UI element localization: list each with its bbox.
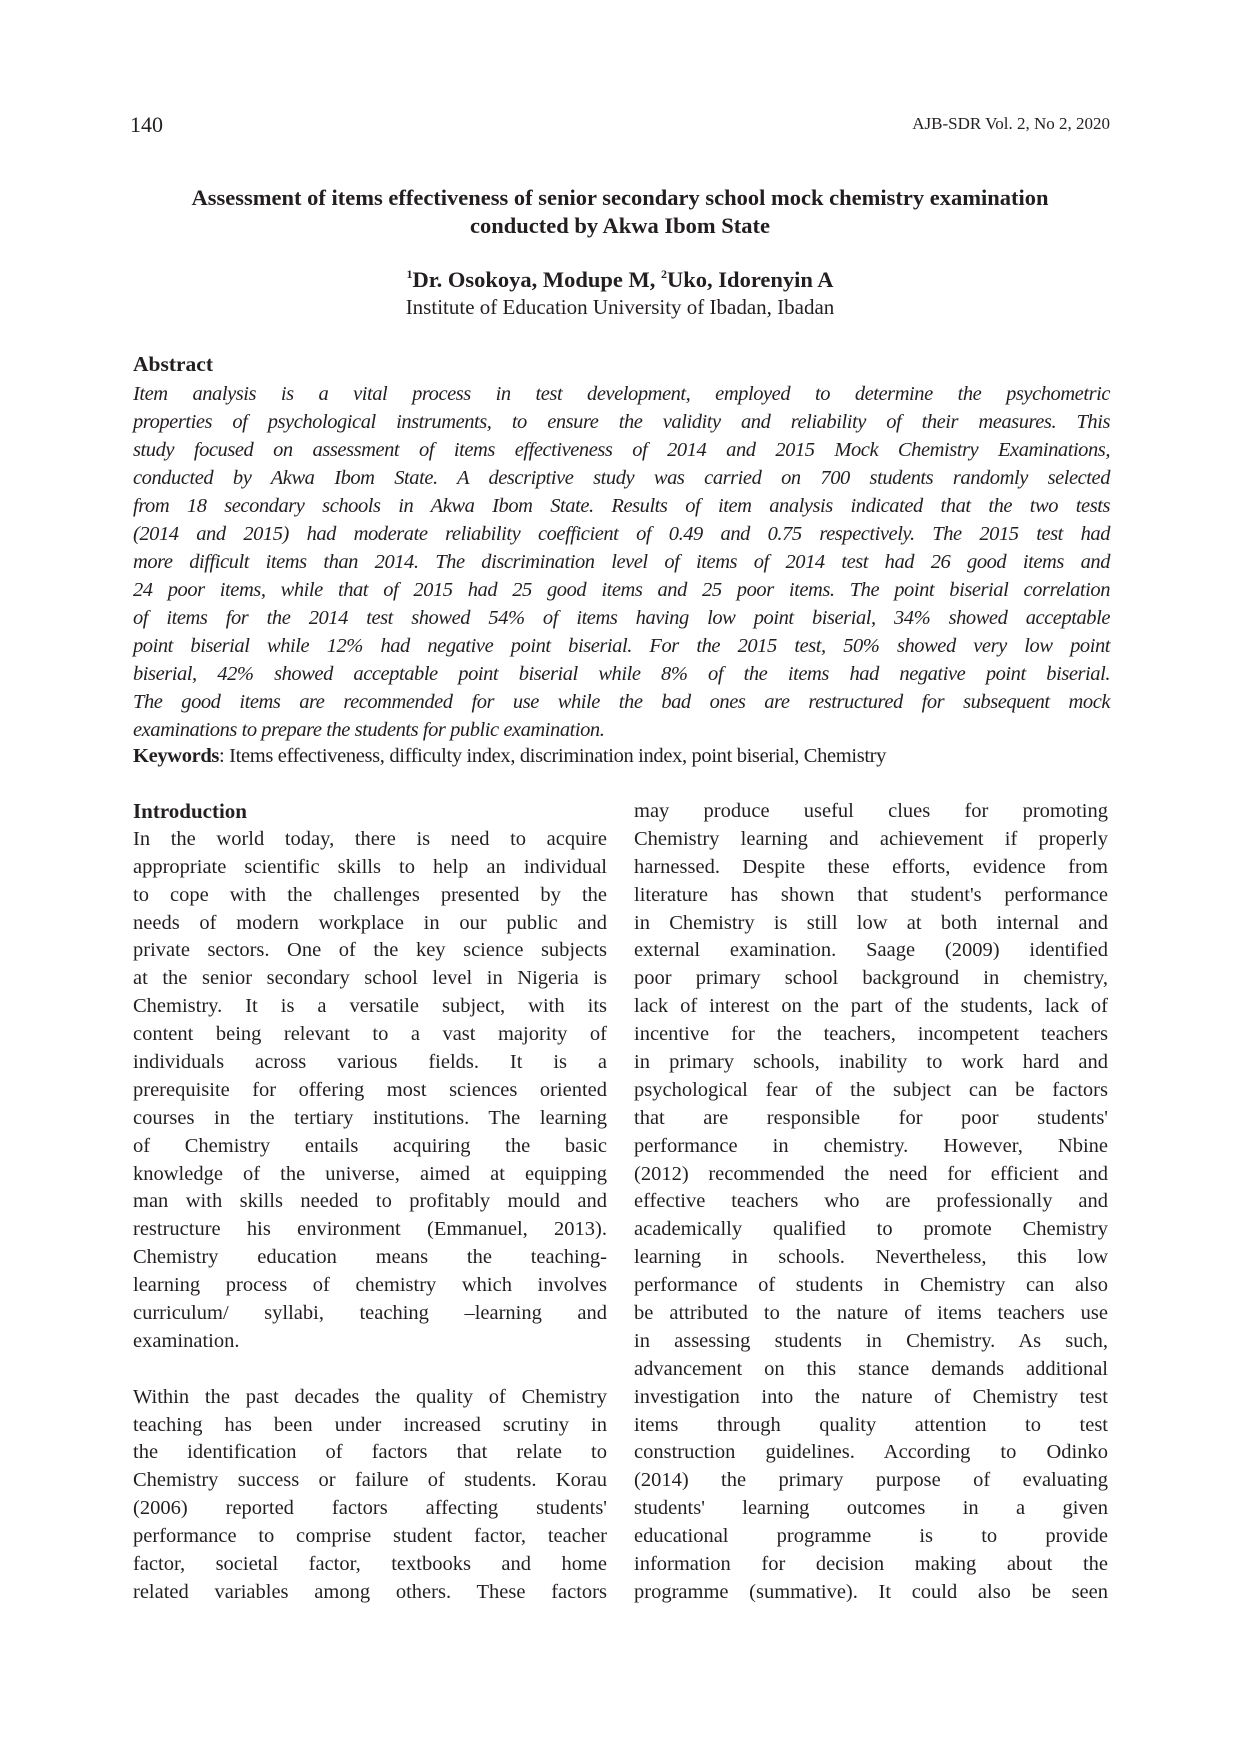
text-line: effective teachers who are professionally and (634, 1190, 1108, 1213)
text-line: man with skills needed to profitably mould and (133, 1190, 607, 1213)
intro-paragraph-1 (133, 826, 607, 1356)
text-line: literature has shown that student's performance (634, 883, 1108, 906)
text-line: courses in the tertiary institutions. The learning (133, 1106, 607, 1129)
text-line: In the world today, there is need to acquire (133, 827, 607, 850)
text-line: related variables among others. These factors (133, 1580, 607, 1603)
abstract-heading: Abstract (133, 352, 214, 376)
author-affiliation-marker: 2 (661, 267, 668, 281)
text-line: curriculum/ syllabi, teaching –learning and (133, 1302, 607, 1325)
text-line: individuals across various fields. It is a (133, 1051, 607, 1074)
page-number: 140 (130, 112, 163, 137)
text-line: construction guidelines. According to Odinko (634, 1441, 1108, 1464)
text-line: more difficult items than 2014. The discrimination level of items of 2014 test had 26 good items and (133, 551, 1110, 573)
text-line: 24 poor items, while that of 2015 had 25 good items and 25 poor items. The point biserial correlation (133, 579, 1110, 601)
author-affiliation-marker: 1 (406, 267, 413, 281)
text-line: point biserial while 12% had negative point biserial. For the 2015 test, 50% showed very low point (133, 635, 1110, 657)
text-line: performance in chemistry. However, Nbine (634, 1134, 1108, 1157)
text-line: educational programme is to provide (634, 1525, 1108, 1548)
text-line: at the senior secondary school level in Nigeria is (133, 967, 607, 990)
text-line: The good items are recommended for use while the bad ones are restructured for subsequent mock (133, 691, 1110, 713)
text-line: Item analysis is a vital process in test development, employed to determine the psychometric (133, 383, 1110, 405)
text-line: programme (summative). It could also be seen (634, 1580, 1108, 1603)
author-affiliation: Institute of Education University of Ibadan, Ibadan (405, 295, 835, 319)
intro-paragraph-continued (634, 798, 1108, 1607)
text-line: that are responsible for poor students' (634, 1106, 1108, 1129)
text-line: of Chemistry entails acquiring the basic (133, 1134, 607, 1157)
keywords-label: Keywords (133, 745, 220, 767)
text-line: harnessed. Despite these efforts, evidence from (634, 855, 1108, 878)
text-line: Within the past decades the quality of Chemistry (133, 1385, 607, 1408)
text-line: private sectors. One of the key science subjects (133, 939, 607, 962)
text-line: in Chemistry is still low at both internal and (634, 911, 1108, 934)
text-line: learning process of chemistry which involves (133, 1274, 607, 1297)
journal-running-head: AJB-SDR Vol. 2, No 2, 2020 (912, 114, 1110, 133)
text-line: restructure his environment (Emmanuel, 2013). (133, 1218, 607, 1241)
author-name: Dr. Osokoya, Modupe M, (412, 267, 662, 292)
text-line: lack of interest on the part of the students, lack of (634, 995, 1108, 1018)
introduction-heading: Introduction (133, 799, 247, 823)
text-line: (2006) reported factors affecting students' (133, 1497, 607, 1520)
text-line: performance to comprise student factor, teacher (133, 1525, 607, 1548)
text-line: properties of psychological instruments, to ensure the validity and reliability of their measures. This (133, 411, 1110, 433)
text-line: performance of students in Chemistry can also (634, 1274, 1108, 1297)
author-list (120, 267, 1120, 293)
text-line: of items for the 2014 test showed 54% of items having low point biserial, 34% showed acceptable (133, 607, 1110, 629)
text-line: appropriate scientific skills to help an individual (133, 855, 607, 878)
text-line: conducted by Akwa Ibom State. A descriptive study was carried on 700 students randomly selected (133, 467, 1110, 489)
abstract-body (133, 380, 1110, 744)
text-line: Chemistry success or failure of students. Korau (133, 1469, 607, 1492)
text-line: in assessing students in Chemistry. As such, (634, 1329, 1108, 1352)
text-line: external examination. Saage (2009) identified (634, 939, 1108, 962)
text-line: content being relevant to a vast majority of (133, 1023, 607, 1046)
text-line: the identification of factors that relate to (133, 1441, 607, 1464)
text-line: (2014) the primary purpose of evaluating (634, 1469, 1108, 1492)
text-line: Chemistry education means the teaching- (133, 1246, 607, 1269)
text-line: investigation into the nature of Chemistry test (634, 1385, 1108, 1408)
text-line: factor, societal factor, textbooks and home (133, 1553, 607, 1576)
text-line: be attributed to the nature of items teachers use (634, 1302, 1108, 1325)
text-line: biserial, 42% showed acceptable point biserial while 8% of the items had negative point biserial. (133, 663, 1110, 685)
intro-paragraph-2 (133, 1384, 607, 1607)
article-title-line: Assessment of items effectiveness of senior secondary school mock chemistry examination (191, 185, 1049, 210)
paragraph-gap (133, 1356, 607, 1384)
text-line: examinations to prepare the students for public examination. (133, 719, 605, 741)
article-title (120, 184, 1120, 240)
text-line: information for decision making about the (634, 1553, 1108, 1576)
text-line: in primary schools, inability to work hard and (634, 1051, 1108, 1074)
text-line: prerequisite for offering most sciences oriented (133, 1078, 607, 1101)
left-column (133, 798, 607, 1607)
text-line: (2014 and 2015) had moderate reliability coefficient of 0.49 and 0.75 respectively. The 2015 test had (133, 523, 1110, 545)
text-line: poor primary school background in chemistry, (634, 967, 1108, 990)
text-line: items through quality attention to test (634, 1413, 1108, 1436)
text-line: incentive for the teachers, incompetent teachers (634, 1023, 1108, 1046)
text-line: Chemistry. It is a versatile subject, with its (133, 995, 607, 1018)
text-line: (2012) recommended the need for efficient and (634, 1162, 1108, 1185)
text-line: study focused on assessment of items effectiveness of 2014 and 2015 Mock Chemistry Examinations, (133, 439, 1110, 461)
text-line: Chemistry learning and achievement if properly (634, 827, 1108, 850)
text-line: students' learning outcomes in a given (634, 1497, 1108, 1520)
text-line: needs of modern workplace in our public and (133, 911, 607, 934)
text-line: learning in schools. Nevertheless, this low (634, 1246, 1108, 1269)
text-line: teaching has been under increased scrutiny in (133, 1413, 607, 1436)
text-line: may produce useful clues for promoting (634, 800, 1108, 822)
article-title-line: conducted by Akwa Ibom State (469, 213, 771, 238)
text-line: examination. (133, 1329, 240, 1352)
keywords-text: : Items effectiveness, difficulty index, discrimination index, point biserial, Chemistry (219, 745, 887, 767)
text-line: academically qualified to promote Chemistry (634, 1218, 1108, 1241)
text-line: to cope with the challenges presented by the (133, 883, 607, 906)
author-name: Uko, Idorenyin A (667, 267, 834, 292)
text-line: psychological fear of the subject can be factors (634, 1078, 1108, 1101)
text-line: advancement on this stance demands additional (634, 1357, 1108, 1380)
right-column (634, 798, 1108, 1607)
text-line: from 18 secondary schools in Akwa Ibom State. Results of item analysis indicated that the two tests (133, 495, 1110, 517)
text-line: knowledge of the universe, aimed at equipping (133, 1162, 607, 1185)
keywords (133, 745, 886, 768)
